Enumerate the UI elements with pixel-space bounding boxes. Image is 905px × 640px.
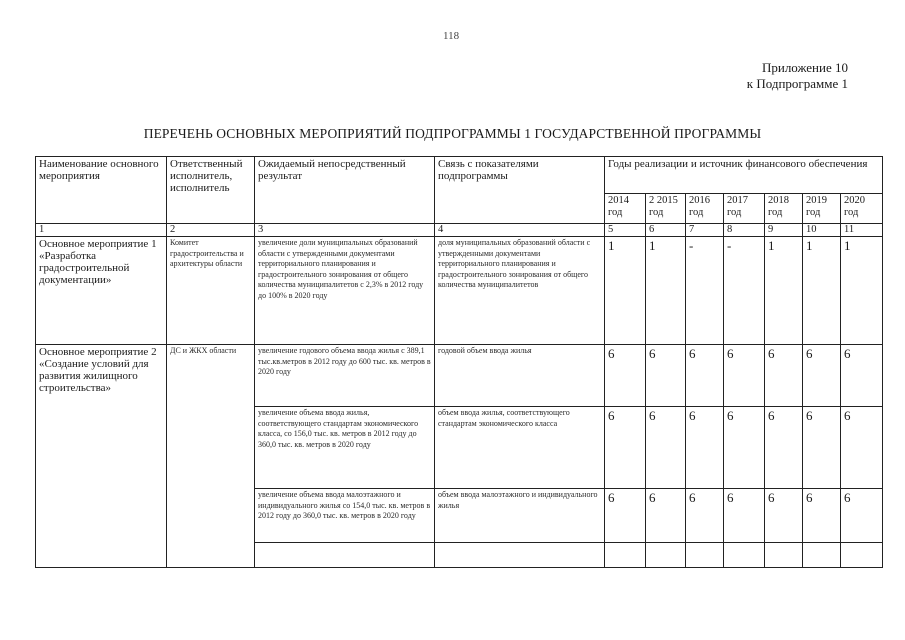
blank-cell	[765, 543, 803, 568]
header-years-group: Годы реализации и источник финансового обеспечения	[605, 157, 883, 194]
column-number: 1	[36, 224, 167, 237]
year-value: 6	[841, 407, 883, 489]
blank-cell	[803, 543, 841, 568]
column-number: 6	[646, 224, 686, 237]
measure-responsible: Комитет градостроительства и архитектуры области	[167, 237, 255, 345]
blank-cell	[605, 543, 646, 568]
header-year: 2019 год	[803, 194, 841, 224]
year-value: -	[686, 237, 724, 345]
header-year: 2 2015 год	[646, 194, 686, 224]
header-expected-result: Ожидаемый непосредственный результат	[255, 157, 435, 224]
column-number: 3	[255, 224, 435, 237]
year-value: 1	[765, 237, 803, 345]
column-number: 8	[724, 224, 765, 237]
column-number: 7	[686, 224, 724, 237]
expected-result: увеличение годового объема ввода жилья с 389,1 тыс.кв.метров в 2012 году до 600 тыс. кв. метров в 2020 году	[255, 345, 435, 407]
indicator-link: объем ввода малоэтажного и индивидуального жилья	[435, 489, 605, 543]
table-row	[36, 345, 883, 407]
blank-cell	[724, 543, 765, 568]
year-value: 6	[765, 407, 803, 489]
year-value: 6	[724, 407, 765, 489]
expected-result: увеличение объема ввода жилья, соответствующего стандартам экономического класса, со 156,0 тыс. кв. метров в 2012 году до 360,0 тыс. кв. метров в 2020 году	[255, 407, 435, 489]
blank-cell	[841, 543, 883, 568]
measure-name: Основное мероприятие 2 «Создание условий для развития жилищного строительства»	[36, 345, 167, 568]
year-value: 1	[841, 237, 883, 345]
header-year: 2016 год	[686, 194, 724, 224]
year-value: 6	[803, 345, 841, 407]
header-year: 2020 год	[841, 194, 883, 224]
year-value: 6	[646, 345, 686, 407]
header-year: 2018 год	[765, 194, 803, 224]
document-title: ПЕРЕЧЕНЬ ОСНОВНЫХ МЕРОПРИЯТИЙ ПОДПРОГРАММЫ 1 ГОСУДАРСТВЕННОЙ ПРОГРАММЫ	[143, 126, 762, 141]
measure-name: Основное мероприятие 1 «Разработка градостроительной документации»	[36, 237, 167, 345]
expected-result: увеличение объема ввода малоэтажного и индивидуального жилья со 154,0 тыс. кв. метров в 2012 году до 360,0 тыс. кв. метров в 2020 году	[255, 489, 435, 543]
column-number: 10	[803, 224, 841, 237]
year-value: 6	[605, 407, 646, 489]
column-number: 4	[435, 224, 605, 237]
indicator-link: доля муниципальных образований области с утвержденными документами территориального планирования и градостроительного зонирования от общего количества муниципалитетов	[435, 237, 605, 345]
appendix-line-1: Приложение 10	[761, 60, 848, 75]
header-name: Наименование основного мероприятия	[36, 157, 167, 224]
year-value: 1	[803, 237, 841, 345]
page-number: 118	[443, 30, 460, 42]
year-value: 6	[841, 489, 883, 543]
year-value: 1	[605, 237, 646, 345]
measures-table	[35, 156, 883, 568]
year-value: 6	[686, 489, 724, 543]
indicator-link: годовой объем ввода жилья	[435, 345, 605, 407]
year-value: 6	[646, 407, 686, 489]
year-value: 6	[765, 489, 803, 543]
column-number: 2	[167, 224, 255, 237]
year-value: 6	[841, 345, 883, 407]
year-value: 6	[605, 489, 646, 543]
expected-result: увеличение доли муниципальных образований области с утвержденными документами территориального планирования и градостроительного зонирования от общего количества муниципалитетов с 2,3% в 2012 году до 100% в 2020 году	[255, 237, 435, 345]
header-year: 2014 год	[605, 194, 646, 224]
year-value: 1	[646, 237, 686, 345]
header-indicator-link: Связь с показателями подпрограммы	[435, 157, 605, 224]
year-value: 6	[803, 489, 841, 543]
column-number: 11	[841, 224, 883, 237]
blank-cell	[255, 543, 435, 568]
appendix-caption	[747, 60, 848, 92]
year-value: 6	[724, 345, 765, 407]
header-year: 2017 год	[724, 194, 765, 224]
year-value: 6	[646, 489, 686, 543]
year-value: 6	[686, 345, 724, 407]
column-number: 9	[765, 224, 803, 237]
header-responsible: Ответственный исполнитель, исполнитель	[167, 157, 255, 224]
blank-cell	[686, 543, 724, 568]
table-row	[36, 237, 883, 345]
column-number: 5	[605, 224, 646, 237]
indicator-link: объем ввода жилья, соответствующего стандартам экономического класса	[435, 407, 605, 489]
appendix-line-2: к Подпрограмме 1	[746, 76, 848, 91]
year-value: 6	[686, 407, 724, 489]
year-value: 6	[803, 407, 841, 489]
year-value: 6	[724, 489, 765, 543]
measure-responsible: ДС и ЖКХ области	[167, 345, 255, 568]
year-value: -	[724, 237, 765, 345]
year-value: 6	[605, 345, 646, 407]
blank-cell	[435, 543, 605, 568]
blank-cell	[646, 543, 686, 568]
year-value: 6	[765, 345, 803, 407]
